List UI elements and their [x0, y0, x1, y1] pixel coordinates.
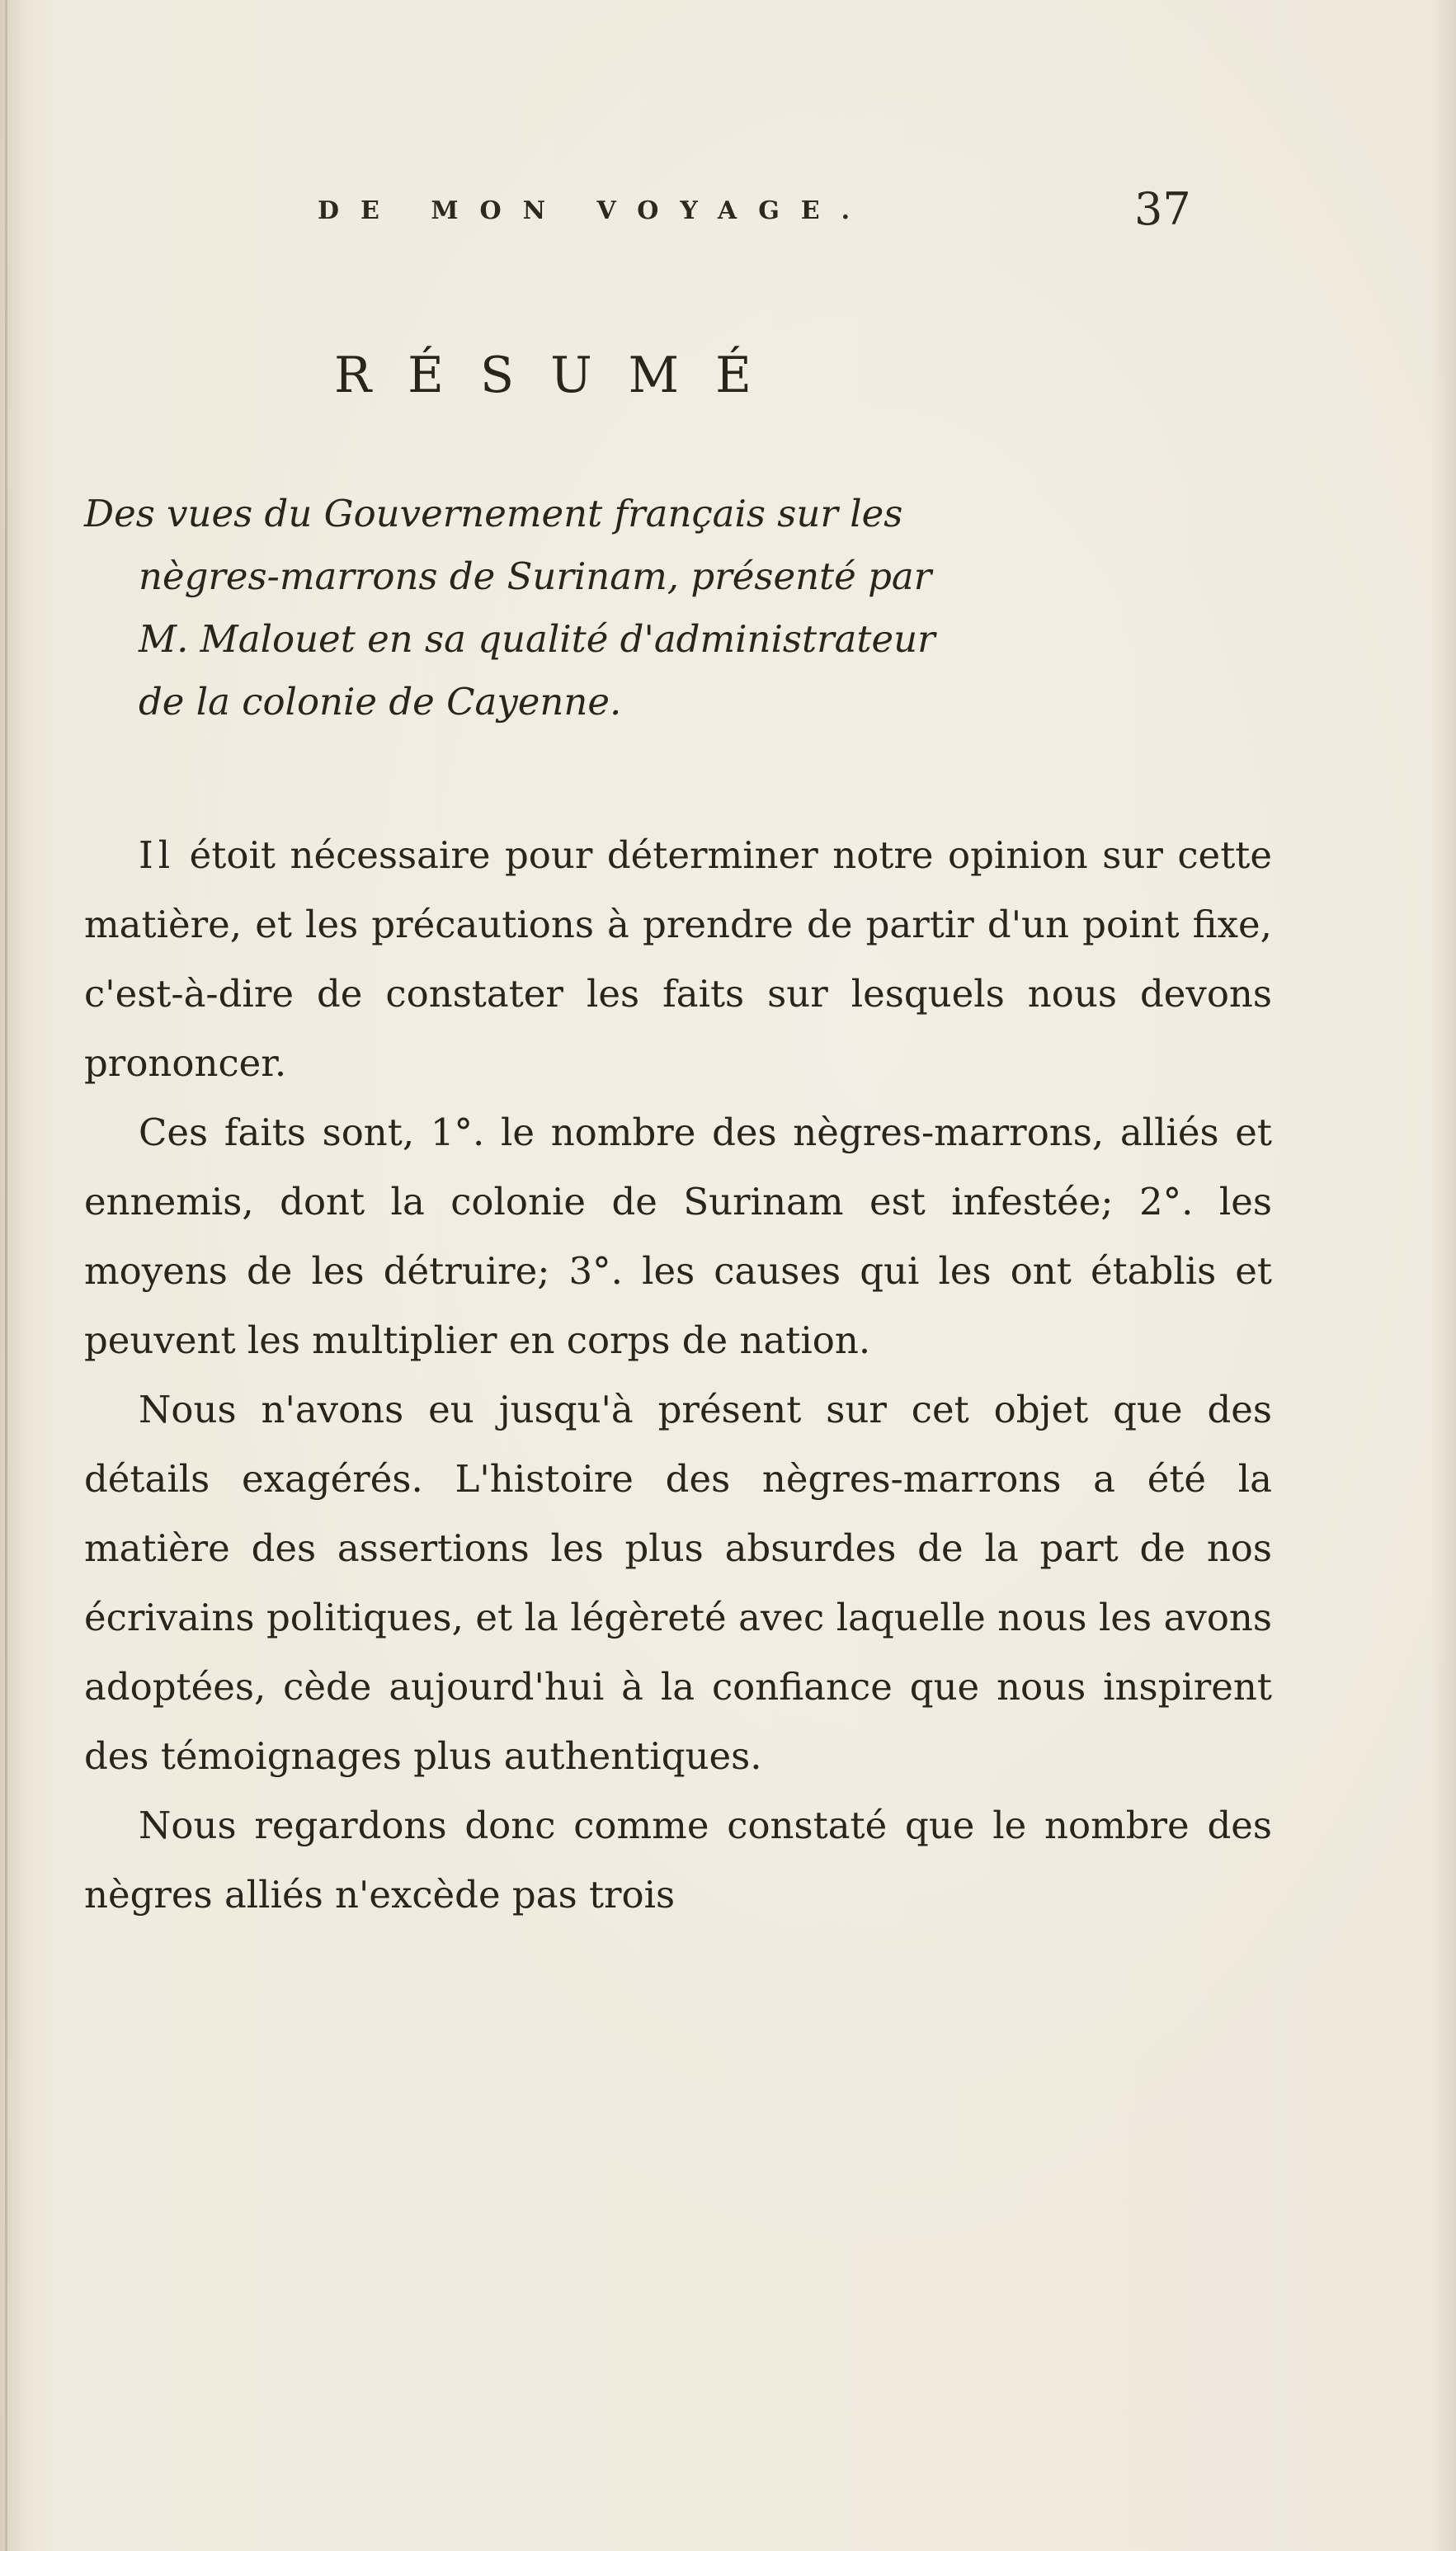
section-title: RÉSUMÉ [334, 347, 788, 404]
subtitle-line: nègres-marrons de Surinam, présenté par [139, 554, 932, 598]
page-gutter [5, 0, 7, 2551]
subtitle-line: M. Malouet en sa qualité d'administrateur [139, 617, 935, 661]
paragraph-text: Nous regardons donc comme constaté que le nombre des nègres alliés n'excède pas trois [84, 1804, 1272, 1917]
page-number: 37 [1134, 183, 1191, 235]
section-subtitle [84, 483, 1239, 733]
subtitle-line: de la colonie de Cayenne. [139, 680, 622, 724]
paragraph-text: Nous n'avons eu jusqu'à présent sur cet objet que des détails exagérés. L'histoire des nègres-marrons a été la matière des assertions les plus absurdes de la part de nos écrivains politiques, et la légèreté avec laquelle nous les avons adoptées, cède aujourd'hui à la confiance que nous inspirent des témoignages plus authentiques. [84, 1388, 1272, 1778]
paragraph [84, 1375, 1272, 1791]
paragraph-text: Ces faits sont, 1°. le nombre des nègres-marrons, alliés et ennemis, dont la colonie de Surinam est infestée; 2°. les moyens de les détruire; 3°. les causes qui les ont établis et peuvent les multiplier en corps de nation. [84, 1110, 1272, 1362]
paragraph-text: étoit nécessaire pour déterminer notre opinion sur cette matière, et les précautions à prendre de partir d'un point fixe, c'est-à-dire de constater les faits sur lesquels nous devons prononcer. [84, 833, 1272, 1085]
page-edge-shadow [1431, 0, 1456, 2551]
subtitle-line: Des vues du Gouvernement français sur les [84, 492, 903, 535]
paragraph [84, 1098, 1272, 1375]
running-head: DE MON VOYAGE. [318, 196, 872, 225]
body-text [84, 821, 1272, 1930]
paragraph [84, 1791, 1272, 1930]
paragraph-lead-word: Il [139, 833, 176, 877]
paragraph [84, 821, 1272, 1098]
